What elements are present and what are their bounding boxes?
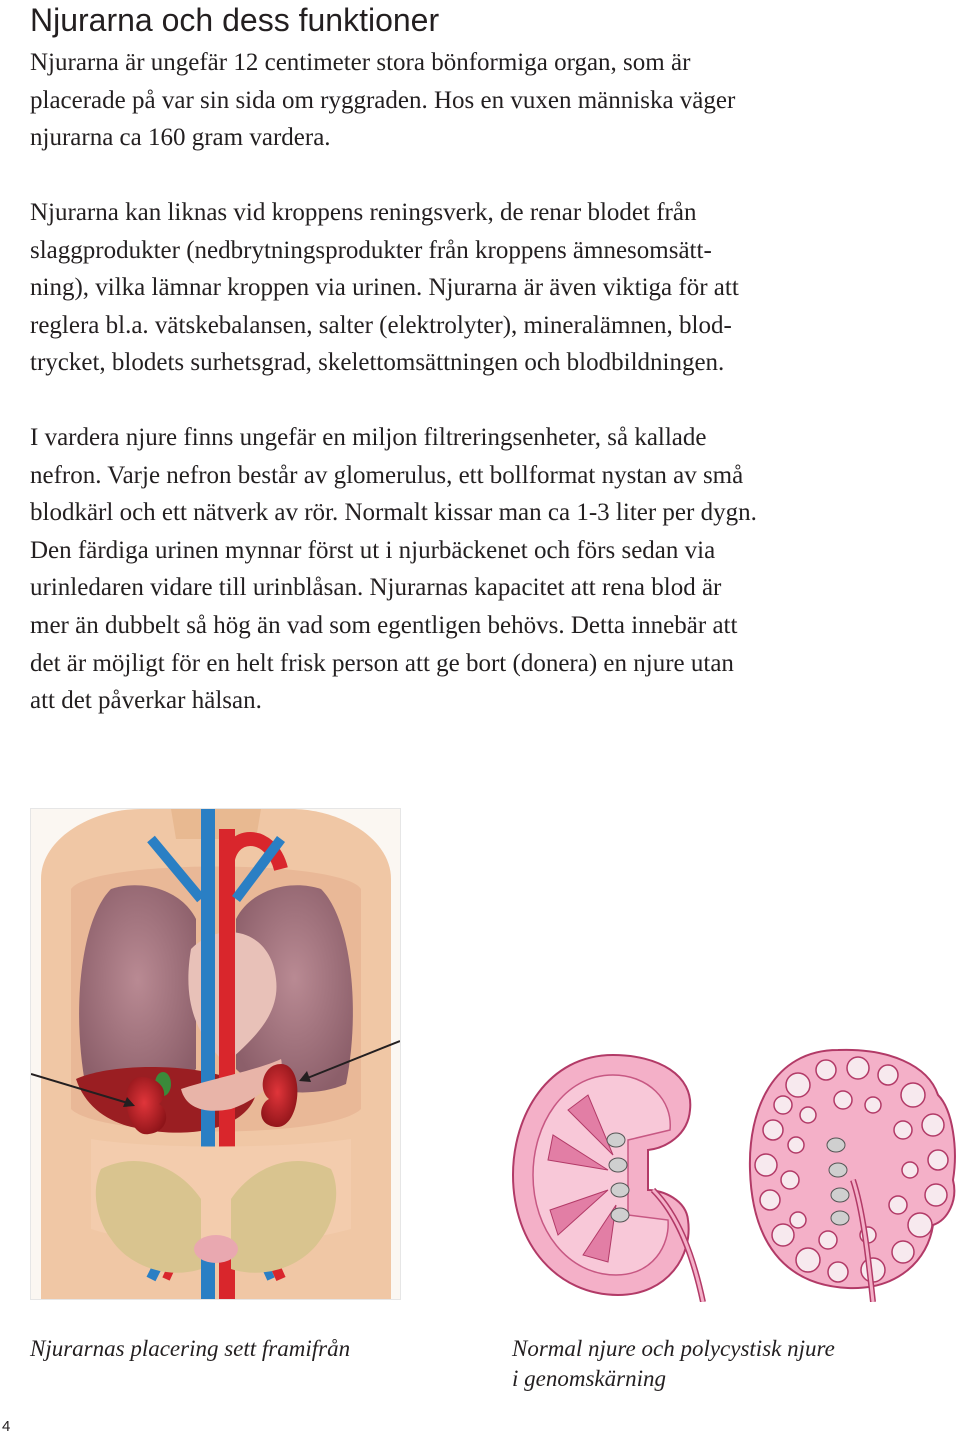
paragraph-line: trycket, blodets surhetsgrad, skelettomsättningen och blodbildningen. <box>30 349 725 377</box>
paragraph-line: ning), vilka lämnar kroppen via urinen. Njurarna är även viktiga för att <box>30 274 739 302</box>
paragraph-line: det är möjligt för en helt frisk person att ge bort (donera) en njure utan <box>30 649 734 677</box>
paragraph-line: placerade på var sin sida om ryggraden. Hos en vuxen människa väger <box>30 86 736 114</box>
kidney-cross-sections <box>508 1040 960 1302</box>
page-number: 4 <box>2 1418 11 1435</box>
paragraph-line: blodkärl och ett nätverk av rör. Normalt kissar man ca 1-3 liter per dygn. <box>30 499 757 527</box>
caption-line: Normal njure och polycystisk njure <box>512 1336 835 1361</box>
figure-caption-left: Njurarnas placering sett framifrån <box>30 1336 351 1361</box>
paragraph-line: reglera bl.a. vätskebalansen, salter (elektrolyter), mineralämnen, blod- <box>30 311 732 339</box>
bladder <box>194 1235 238 1263</box>
paragraph-2 <box>30 194 960 382</box>
left-lung <box>79 885 196 1096</box>
kidney-sections-illustration <box>508 1040 960 1302</box>
normal-kidney-section <box>513 1055 703 1302</box>
paragraph-line: slaggprodukter (nedbrytningsprodukter från kroppens ämnesomsätt- <box>30 236 712 264</box>
paragraph-line: nefron. Varje nefron består av glomerulus, ett bollformat nystan av små <box>30 461 744 489</box>
paragraph-line: Njurarna är ungefär 12 centimeter stora bönformiga organ, som är <box>30 49 691 76</box>
figure-caption-right <box>512 1334 952 1394</box>
caption-line: i genomskärning <box>512 1366 666 1391</box>
polycystic-kidney-section <box>750 1050 955 1302</box>
page-title: Njurarna och dess funktioner <box>30 2 440 38</box>
paragraph-line: mer än dubbelt så hög än vad som egentligen behövs. Detta innebär att <box>30 611 738 639</box>
paragraph-line: Njurarna kan liknas vid kroppens reningsverk, de renar blodet från <box>30 199 697 226</box>
paragraph-line: Den färdiga urinen mynnar först ut i njurbäckenet och förs sedan via <box>30 536 716 564</box>
paragraph-line: njurarna ca 160 gram vardera. <box>30 124 331 152</box>
torso-anatomy-image <box>31 809 400 1299</box>
paragraph-line: att det påverkar hälsan. <box>30 687 262 715</box>
paragraph-line: I vardera njure finns ungefär en miljon filtreringsenheter, så kallade <box>30 424 707 451</box>
paragraph-line: urinledaren vidare till urinblåsan. Njurarnas kapacitet att rena blod är <box>30 574 722 602</box>
paragraph-3 <box>30 419 960 720</box>
anatomy-illustration <box>30 808 401 1300</box>
paragraph-1 <box>30 44 960 157</box>
